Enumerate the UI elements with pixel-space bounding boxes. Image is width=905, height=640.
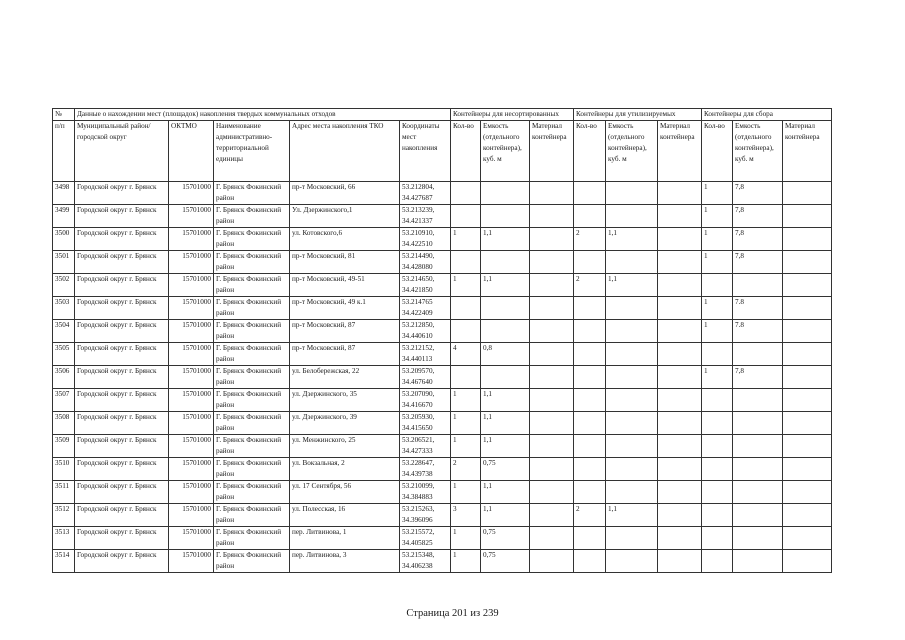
column-header-row [53,121,832,182]
unit-cell: Г. Брянск Фокинский район [214,435,290,458]
unsorted-volume-cell [481,297,530,320]
unit-cell: Г. Брянск Фокинский район [214,389,290,412]
collect-material-cell [783,274,832,297]
recycled-count-cell [574,412,606,435]
recycled-material-cell [658,412,702,435]
collect-material-cell [783,527,832,550]
unsorted-count-cell: 3 [451,504,481,527]
unsorted-volume-cell: 1,1 [481,274,530,297]
table-row [53,504,832,527]
district-cell: Городской округ г. Брянск [75,366,169,389]
waste-sites-table [52,108,832,573]
district-cell: Городской округ г. Брянск [75,251,169,274]
collect-material-cell [783,205,832,228]
coords-cell: 53.210099, 34.384883 [400,481,451,504]
row-number: 3511 [53,481,75,504]
unit-cell: Г. Брянск Фокинский район [214,412,290,435]
table-row [53,228,832,251]
collect-material-cell [783,389,832,412]
unsorted-count-cell [451,320,481,343]
collect-count-cell [702,504,733,527]
oktmo-cell: 15701000 [169,458,214,481]
row-number: 3507 [53,389,75,412]
table-row [53,458,832,481]
table-row [53,527,832,550]
district-cell: Городской округ г. Брянск [75,297,169,320]
unsorted-material-cell [530,458,574,481]
recycled-count-cell [574,343,606,366]
unit-cell: Г. Брянск Фокинский район [214,550,290,573]
unsorted-volume-cell [481,205,530,228]
column-header: п/п [53,121,75,182]
recycled-material-cell [658,205,702,228]
collect-count-cell [702,412,733,435]
unsorted-count-cell: 1 [451,435,481,458]
collect-volume-cell [733,412,783,435]
collect-volume-cell [733,343,783,366]
oktmo-cell: 15701000 [169,182,214,205]
unit-cell: Г. Брянск Фокинский район [214,205,290,228]
unsorted-count-cell: 1 [451,412,481,435]
collect-material-cell [783,481,832,504]
district-cell: Городской округ г. Брянск [75,435,169,458]
table-row [53,366,832,389]
address-cell: ул. Вокзальная, 2 [290,458,400,481]
collect-volume-cell: 7.8 [733,297,783,320]
unit-cell: Г. Брянск Фокинский район [214,527,290,550]
collect-volume-cell: 7,8 [733,182,783,205]
collect-count-cell: 1 [702,320,733,343]
district-cell: Городской округ г. Брянск [75,228,169,251]
page-number: Страница 201 из 239 [406,608,499,619]
recycled-volume-cell [606,550,658,573]
collect-material-cell [783,343,832,366]
collect-count-cell: 1 [702,366,733,389]
unit-cell: Г. Брянск Фокинский район [214,343,290,366]
district-cell: Городской округ г. Брянск [75,389,169,412]
district-cell: Городской округ г. Брянск [75,504,169,527]
recycled-volume-cell [606,251,658,274]
coords-cell: 53.228647, 34.439738 [400,458,451,481]
address-cell: ул. Белобережская, 22 [290,366,400,389]
coords-cell: 53.215263, 34.396096 [400,504,451,527]
collect-material-cell [783,182,832,205]
oktmo-cell: 15701000 [169,274,214,297]
coords-cell: 53.212152, 34.440113 [400,343,451,366]
unsorted-count-cell: 4 [451,343,481,366]
recycled-count-cell [574,205,606,228]
recycled-volume-cell [606,412,658,435]
oktmo-cell: 15701000 [169,504,214,527]
unsorted-volume-cell: 1,1 [481,435,530,458]
column-header: Наименование административно-территориальной единицы [214,121,290,182]
collect-volume-cell [733,504,783,527]
table-row [53,343,832,366]
recycled-count-cell [574,550,606,573]
group-header-row [53,109,832,121]
district-cell: Городской округ г. Брянск [75,205,169,228]
unsorted-count-cell [451,251,481,274]
unsorted-material-cell [530,251,574,274]
group-header-recycled: Контейнеры для утилизируемых [574,109,702,121]
coords-cell: 53.214650, 34.421850 [400,274,451,297]
recycled-count-cell [574,481,606,504]
collect-count-cell [702,435,733,458]
row-number: 3505 [53,343,75,366]
oktmo-cell: 15701000 [169,550,214,573]
oktmo-cell: 15701000 [169,205,214,228]
table-row [53,297,832,320]
coords-cell: 53.206521, 34.427333 [400,435,451,458]
recycled-material-cell [658,435,702,458]
unsorted-count-cell: 1 [451,389,481,412]
recycled-material-cell [658,182,702,205]
unsorted-material-cell [530,435,574,458]
column-header: Материал контейнера [530,121,574,182]
unsorted-volume-cell [481,366,530,389]
recycled-volume-cell [606,527,658,550]
collect-count-cell [702,481,733,504]
unsorted-count-cell: 1 [451,481,481,504]
oktmo-cell: 15701000 [169,389,214,412]
row-number: 3501 [53,251,75,274]
coords-cell: 53.215572, 34.405825 [400,527,451,550]
table-row [53,481,832,504]
collect-material-cell [783,504,832,527]
recycled-volume-cell: 1,1 [606,504,658,527]
address-cell: пр-т Московский, 87 [290,320,400,343]
unsorted-material-cell [530,504,574,527]
collect-count-cell: 1 [702,205,733,228]
collect-count-cell [702,458,733,481]
recycled-material-cell [658,481,702,504]
address-cell: пр-т Московский, 49 к.1 [290,297,400,320]
table-row [53,550,832,573]
row-number: 3510 [53,458,75,481]
column-header: Кол-во [451,121,481,182]
recycled-volume-cell [606,205,658,228]
oktmo-cell: 15701000 [169,251,214,274]
collect-count-cell [702,274,733,297]
oktmo-cell: 15701000 [169,527,214,550]
unsorted-material-cell [530,366,574,389]
unsorted-count-cell: 1 [451,228,481,251]
unsorted-count-cell: 1 [451,550,481,573]
collect-volume-cell: 7,8 [733,366,783,389]
collect-material-cell [783,228,832,251]
recycled-count-cell [574,297,606,320]
table-row [53,435,832,458]
column-header: Материал контейнера [783,121,832,182]
recycled-material-cell [658,389,702,412]
column-header: ОКТМО [169,121,214,182]
recycled-material-cell [658,343,702,366]
address-cell: ул. Менжинского, 25 [290,435,400,458]
table-row [53,205,832,228]
address-cell: ул. Дзержинского, 39 [290,412,400,435]
table-row [53,251,832,274]
recycled-volume-cell [606,366,658,389]
unsorted-material-cell [530,481,574,504]
unsorted-volume-cell: 1,1 [481,481,530,504]
unit-cell: Г. Брянск Фокинский район [214,274,290,297]
collect-volume-cell [733,550,783,573]
collect-count-cell [702,389,733,412]
collect-material-cell [783,435,832,458]
row-number: 3502 [53,274,75,297]
unsorted-material-cell [530,205,574,228]
recycled-volume-cell [606,297,658,320]
column-header: Материал контейнера [658,121,702,182]
coords-cell: 53.215348, 34.406238 [400,550,451,573]
collect-volume-cell: 7,8 [733,251,783,274]
coords-cell: 53.212850, 34.440610 [400,320,451,343]
collect-volume-cell [733,389,783,412]
column-header: Емкость (отдельного контейнера), куб. м [481,121,530,182]
collect-material-cell [783,412,832,435]
recycled-material-cell [658,274,702,297]
recycled-count-cell [574,366,606,389]
oktmo-cell: 15701000 [169,481,214,504]
collect-material-cell [783,458,832,481]
district-cell: Городской округ г. Брянск [75,343,169,366]
unsorted-material-cell [530,182,574,205]
unsorted-material-cell [530,412,574,435]
unsorted-material-cell [530,228,574,251]
unsorted-volume-cell: 0,75 [481,527,530,550]
oktmo-cell: 15701000 [169,412,214,435]
group-header-location: Данные о нахождении мест (площадок) накопления твердых коммунальных отходов [75,109,451,121]
coords-cell: 53.214490, 34.428080 [400,251,451,274]
oktmo-cell: 15701000 [169,320,214,343]
group-header-collect: Контейнеры для сбора [702,109,832,121]
collect-material-cell [783,251,832,274]
recycled-material-cell [658,228,702,251]
recycled-volume-cell [606,389,658,412]
unsorted-material-cell [530,274,574,297]
oktmo-cell: 15701000 [169,228,214,251]
num-label: № [53,109,75,121]
column-header: Емкость (отдельного контейнера), куб. м [733,121,783,182]
address-cell: ул. Полесская, 16 [290,504,400,527]
address-cell: ул. Дзержинского, 35 [290,389,400,412]
recycled-volume-cell [606,343,658,366]
collect-volume-cell [733,435,783,458]
table-row [53,320,832,343]
group-header-unsorted: Контейнеры для несортированных [451,109,574,121]
district-cell: Городской округ г. Брянск [75,320,169,343]
recycled-material-cell [658,458,702,481]
address-cell: ул. Котовского,6 [290,228,400,251]
unsorted-material-cell [530,297,574,320]
recycled-count-cell [574,389,606,412]
column-header: Кол-во [702,121,733,182]
collect-material-cell [783,366,832,389]
recycled-material-cell [658,504,702,527]
coords-cell: 53.213239, 34.421337 [400,205,451,228]
row-number: 3498 [53,182,75,205]
collect-count-cell: 1 [702,182,733,205]
unsorted-material-cell [530,527,574,550]
district-cell: Городской округ г. Брянск [75,274,169,297]
recycled-count-cell: 2 [574,504,606,527]
unsorted-volume-cell: 1,1 [481,412,530,435]
row-number: 3514 [53,550,75,573]
unsorted-count-cell [451,297,481,320]
collect-material-cell [783,297,832,320]
recycled-material-cell [658,251,702,274]
recycled-volume-cell [606,458,658,481]
table-row [53,412,832,435]
unsorted-material-cell [530,343,574,366]
unsorted-count-cell: 2 [451,458,481,481]
recycled-count-cell: 2 [574,274,606,297]
oktmo-cell: 15701000 [169,435,214,458]
collect-count-cell [702,550,733,573]
address-cell: пр-т Московский, 66 [290,182,400,205]
collect-material-cell [783,550,832,573]
unsorted-volume-cell: 1,1 [481,504,530,527]
row-number: 3508 [53,412,75,435]
column-header: Емкость (отдельного контейнера), куб. м [606,121,658,182]
collect-volume-cell [733,527,783,550]
recycled-material-cell [658,550,702,573]
recycled-material-cell [658,320,702,343]
table-row [53,274,832,297]
unsorted-volume-cell [481,320,530,343]
row-number: 3513 [53,527,75,550]
collect-material-cell [783,320,832,343]
collect-count-cell: 1 [702,228,733,251]
recycled-volume-cell: 1,1 [606,274,658,297]
coords-cell: 53.212804, 34.427687 [400,182,451,205]
recycled-count-cell [574,320,606,343]
address-cell: пр-т Московский, 81 [290,251,400,274]
unsorted-volume-cell: 0,8 [481,343,530,366]
address-cell: ул. 17 Сентября, 56 [290,481,400,504]
address-cell: пер. Литвинова, 3 [290,550,400,573]
coords-cell: 53.209570, 34.467640 [400,366,451,389]
column-header: Координаты мест накопления [400,121,451,182]
recycled-volume-cell [606,320,658,343]
unit-cell: Г. Брянск Фокинский район [214,182,290,205]
coords-cell: 53.207090, 34.416670 [400,389,451,412]
unit-cell: Г. Брянск Фокинский район [214,320,290,343]
recycled-count-cell [574,458,606,481]
unsorted-count-cell [451,182,481,205]
unit-cell: Г. Брянск Фокинский район [214,504,290,527]
oktmo-cell: 15701000 [169,297,214,320]
collect-volume-cell: 7.8 [733,320,783,343]
recycled-material-cell [658,366,702,389]
unit-cell: Г. Брянск Фокинский район [214,228,290,251]
unit-cell: Г. Брянск Фокинский район [214,458,290,481]
unsorted-count-cell: 1 [451,274,481,297]
recycled-count-cell [574,251,606,274]
unit-cell: Г. Брянск Фокинский район [214,251,290,274]
district-cell: Городской округ г. Брянск [75,458,169,481]
unsorted-count-cell [451,205,481,228]
row-number: 3500 [53,228,75,251]
district-cell: Городской округ г. Брянск [75,550,169,573]
collect-count-cell: 1 [702,251,733,274]
recycled-count-cell [574,182,606,205]
row-number: 3499 [53,205,75,228]
unsorted-volume-cell: 1,1 [481,389,530,412]
unit-cell: Г. Брянск Фокинский район [214,297,290,320]
unsorted-material-cell [530,320,574,343]
unsorted-material-cell [530,389,574,412]
coords-cell: 53.210910, 34.422510 [400,228,451,251]
coords-cell: 53.205930, 34.415650 [400,412,451,435]
district-cell: Городской округ г. Брянск [75,527,169,550]
recycled-count-cell: 2 [574,228,606,251]
unsorted-material-cell [530,550,574,573]
table-row [53,389,832,412]
unsorted-count-cell [451,366,481,389]
collect-volume-cell [733,481,783,504]
address-cell: пер. Литвинова, 1 [290,527,400,550]
unsorted-volume-cell [481,182,530,205]
collect-volume-cell [733,274,783,297]
row-number: 3506 [53,366,75,389]
recycled-count-cell [574,527,606,550]
table-row [53,182,832,205]
collect-volume-cell [733,458,783,481]
column-header: Адрес места накопления ТКО [290,121,400,182]
unsorted-volume-cell: 0,75 [481,458,530,481]
coords-cell: 53.214765 34.422409 [400,297,451,320]
row-number: 3512 [53,504,75,527]
collect-volume-cell: 7,8 [733,205,783,228]
unit-cell: Г. Брянск Фокинский район [214,481,290,504]
recycled-material-cell [658,297,702,320]
address-cell: пр-т Московский, 87 [290,343,400,366]
recycled-volume-cell: 1,1 [606,228,658,251]
recycled-count-cell [574,435,606,458]
unsorted-volume-cell [481,251,530,274]
recycled-material-cell [658,527,702,550]
column-header: Кол-во [574,121,606,182]
oktmo-cell: 15701000 [169,343,214,366]
row-number: 3509 [53,435,75,458]
unsorted-count-cell: 1 [451,527,481,550]
collect-volume-cell: 7,8 [733,228,783,251]
oktmo-cell: 15701000 [169,366,214,389]
district-cell: Городской округ г. Брянск [75,182,169,205]
collect-count-cell [702,343,733,366]
collect-count-cell: 1 [702,297,733,320]
row-number: 3503 [53,297,75,320]
address-cell: пр-т Московский, 49-51 [290,274,400,297]
address-cell: Ул. Дзержинского,1 [290,205,400,228]
unsorted-volume-cell: 0,75 [481,550,530,573]
recycled-volume-cell [606,435,658,458]
unsorted-volume-cell: 1,1 [481,228,530,251]
collect-count-cell [702,527,733,550]
column-header: Муниципальный район/городской округ [75,121,169,182]
recycled-volume-cell [606,481,658,504]
recycled-volume-cell [606,182,658,205]
district-cell: Городской округ г. Брянск [75,412,169,435]
unit-cell: Г. Брянск Фокинский район [214,366,290,389]
district-cell: Городской округ г. Брянск [75,481,169,504]
row-number: 3504 [53,320,75,343]
